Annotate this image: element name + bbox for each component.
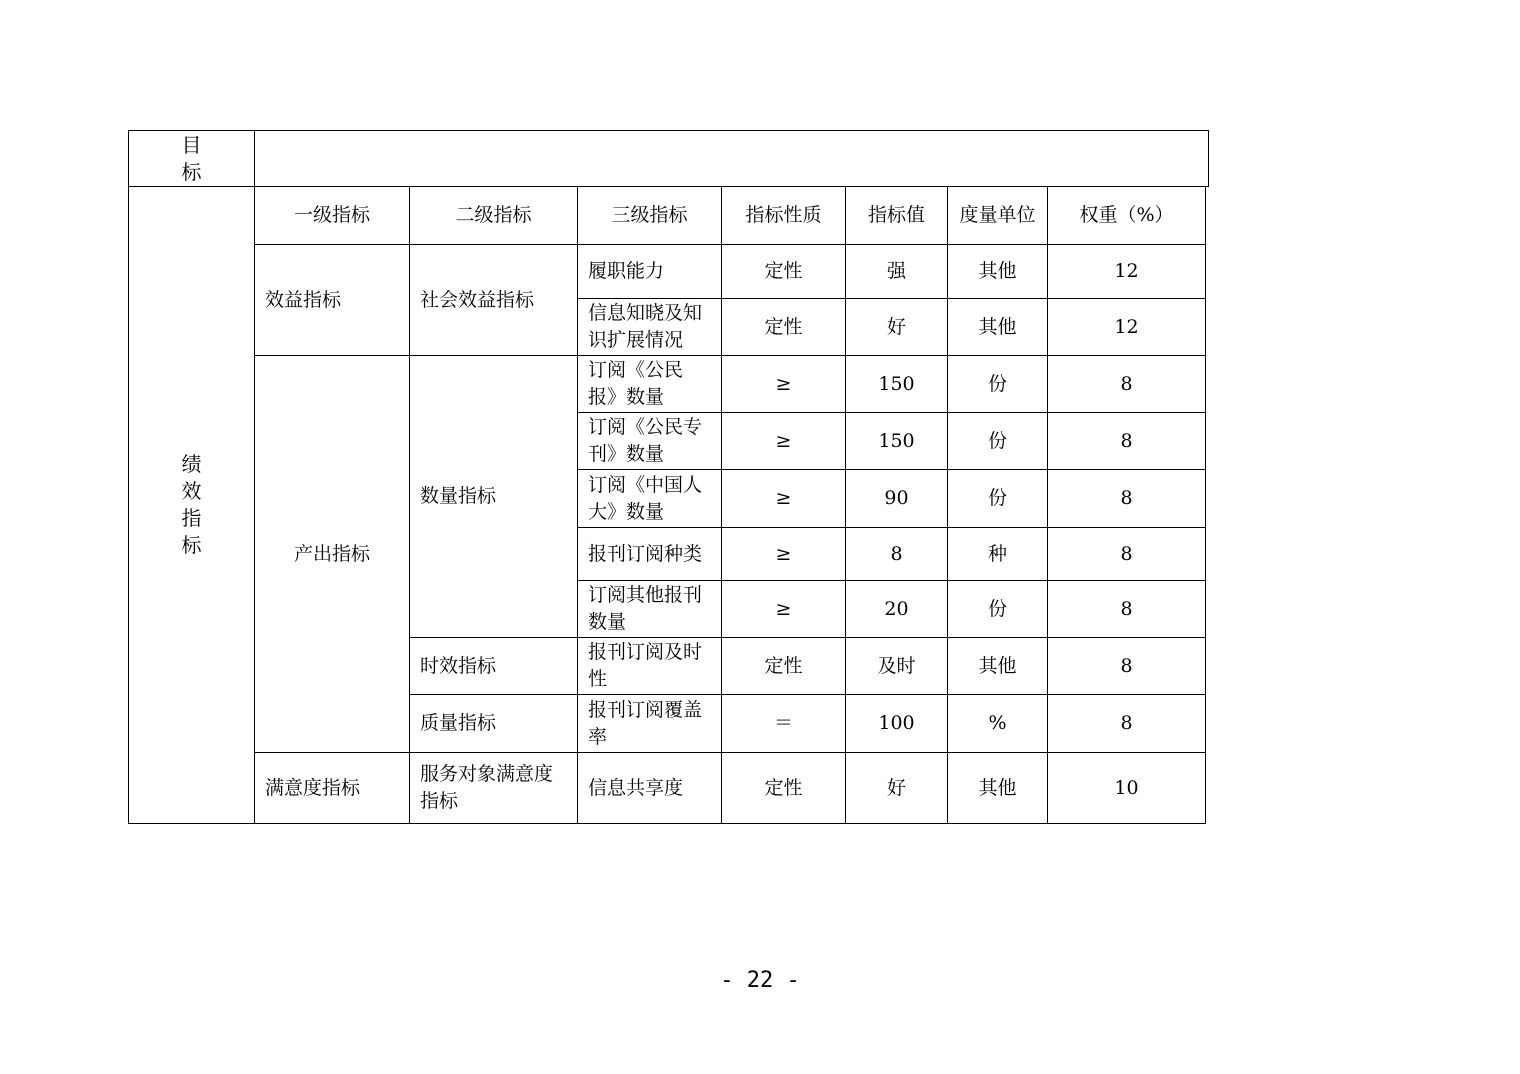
indicator-weight: 12 (1048, 245, 1206, 299)
indicator-weight: 8 (1048, 581, 1206, 638)
indicator-nature: ≥ (722, 528, 846, 581)
indicator-nature: ≥ (722, 581, 846, 638)
indicator-value: 90 (846, 470, 948, 528)
indicator-name: 信息共享度 (578, 753, 722, 824)
indicator-nature: ≥ (722, 413, 846, 470)
indicator-nature: 定性 (722, 245, 846, 299)
indicator-value: 好 (846, 299, 948, 356)
indicator-unit: 份 (948, 470, 1048, 528)
indicator-weight: 8 (1048, 413, 1206, 470)
indicator-name: 报刊订阅覆盖率 (578, 695, 722, 753)
subgroup-timeliness: 时效指标 (410, 638, 578, 695)
indicator-value: 100 (846, 695, 948, 753)
header-unit: 度量单位 (948, 187, 1048, 245)
goal-label (129, 131, 255, 186)
indicator-unit: 其他 (948, 245, 1048, 299)
indicator-unit: 其他 (948, 638, 1048, 695)
indicator-unit: % (948, 695, 1048, 753)
indicator-name: 履职能力 (578, 245, 722, 299)
group-satisfaction: 满意度指标 (255, 753, 410, 824)
group-output: 产出指标 (255, 356, 410, 753)
indicator-name: 报刊订阅及时性 (578, 638, 722, 695)
indicator-weight: 12 (1048, 299, 1206, 356)
indicator-value: 20 (846, 581, 948, 638)
header-level3: 三级指标 (578, 187, 722, 245)
subgroup-social: 社会效益指标 (410, 245, 578, 356)
indicator-unit: 份 (948, 356, 1048, 413)
indicator-nature: 定性 (722, 753, 846, 824)
indicator-name: 订阅《中国人大》数量 (578, 470, 722, 528)
header-level2: 二级指标 (410, 187, 578, 245)
indicator-name: 报刊订阅种类 (578, 528, 722, 581)
table-row (129, 753, 1206, 824)
indicator-nature: ＝ (722, 695, 846, 753)
indicator-weight: 8 (1048, 470, 1206, 528)
indicator-unit: 种 (948, 528, 1048, 581)
indicator-name: 信息知晓及知识扩展情况 (578, 299, 722, 356)
table-header-row (129, 187, 1206, 245)
indicator-value: 150 (846, 356, 948, 413)
goal-label-line: 标 (181, 159, 202, 184)
indicator-name: 订阅其他报刊数量 (578, 581, 722, 638)
subgroup-quality: 质量指标 (410, 695, 578, 753)
indicator-nature: 定性 (722, 638, 846, 695)
indicator-weight: 8 (1048, 695, 1206, 753)
table-row (129, 245, 1206, 299)
header-level1: 一级指标 (255, 187, 410, 245)
table-row (129, 356, 1206, 413)
indicator-name: 订阅《公民报》数量 (578, 356, 722, 413)
indicator-weight: 8 (1048, 638, 1206, 695)
indicator-value: 8 (846, 528, 948, 581)
indicator-name: 订阅《公民专刊》数量 (578, 413, 722, 470)
indicator-value: 150 (846, 413, 948, 470)
goal-row (128, 130, 1209, 187)
indicator-weight: 8 (1048, 356, 1206, 413)
indicator-nature: ≥ (722, 356, 846, 413)
subgroup-service: 服务对象满意度指标 (410, 753, 578, 824)
indicator-nature: 定性 (722, 299, 846, 356)
goal-content (255, 131, 1208, 186)
indicator-nature: ≥ (722, 470, 846, 528)
indicator-unit: 份 (948, 581, 1048, 638)
indicator-value: 好 (846, 753, 948, 824)
indicator-weight: 10 (1048, 753, 1206, 824)
indicator-value: 强 (846, 245, 948, 299)
indicator-value: 及时 (846, 638, 948, 695)
indicator-unit: 份 (948, 413, 1048, 470)
performance-indicators-label: 绩 效 指 标 (129, 187, 255, 824)
header-nature: 指标性质 (722, 187, 846, 245)
page-number: - 22 - (720, 968, 800, 993)
header-value: 指标值 (846, 187, 948, 245)
indicator-unit: 其他 (948, 753, 1048, 824)
header-weight: 权重（%） (1048, 187, 1206, 245)
indicator-unit: 其他 (948, 299, 1048, 356)
group-benefit: 效益指标 (255, 245, 410, 356)
performance-indicator-table (128, 186, 1206, 824)
goal-label-line: 目 (181, 132, 202, 157)
subgroup-quantity: 数量指标 (410, 356, 578, 638)
indicator-weight: 8 (1048, 528, 1206, 581)
